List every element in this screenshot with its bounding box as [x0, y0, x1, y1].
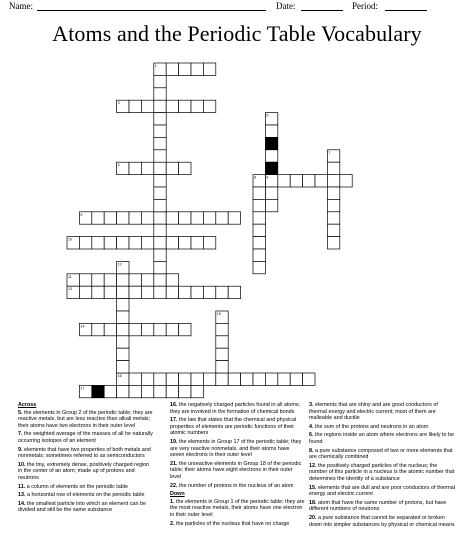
grid-cell[interactable]: [327, 224, 339, 236]
clue: [309, 424, 457, 431]
clue-number: 22.: [170, 482, 179, 489]
grid-cell[interactable]: [278, 175, 290, 187]
grid-cell[interactable]: [216, 373, 228, 385]
grid-cell[interactable]: [253, 249, 265, 261]
across-heading: Across: [18, 402, 37, 408]
grid-cell[interactable]: [216, 286, 228, 298]
grid-cell[interactable]: [253, 261, 265, 273]
clue-text: the number of protons in the nucleus of an atom: [179, 482, 294, 489]
grid-cell[interactable]: [79, 237, 91, 249]
grid-cell[interactable]: [154, 162, 166, 174]
grid-cell[interactable]: [203, 286, 215, 298]
clue-number: 1: [154, 64, 157, 68]
grid-cell[interactable]: [290, 175, 302, 187]
grid-cell[interactable]: [129, 373, 141, 385]
grid-cell[interactable]: [92, 274, 104, 286]
clue: [309, 402, 457, 422]
grid-cell[interactable]: [154, 261, 166, 273]
clue-number: 3: [117, 101, 120, 106]
clue-number: 11.: [18, 483, 27, 490]
grid-cell[interactable]: [129, 162, 141, 174]
grid-cell[interactable]: [154, 125, 166, 137]
clue-text: the smallest particle into which an element can be divided and still be the same substance: [18, 500, 146, 514]
grid-cell[interactable]: [154, 75, 166, 87]
grid-cell[interactable]: [179, 373, 191, 385]
clue-number: 16: [117, 374, 122, 378]
grid-cell[interactable]: [141, 323, 153, 335]
grid-cell[interactable]: [117, 323, 129, 335]
grid-cell[interactable]: [166, 323, 178, 335]
grid-cell[interactable]: [166, 373, 178, 385]
clue-number: 15: [216, 312, 221, 316]
grid-cell[interactable]: [154, 385, 166, 397]
grid-cell[interactable]: [154, 187, 166, 199]
across-clue: [18, 447, 153, 460]
clue-number: 5.: [18, 409, 24, 416]
grid-cell[interactable]: [154, 175, 166, 187]
clues-column-3: [309, 402, 457, 530]
grid-cell[interactable]: [166, 274, 178, 286]
clues-column-2: [170, 402, 305, 529]
grid-cell[interactable]: [216, 212, 228, 224]
clue-text: elements that are shiny and are good conductors of thermal energy and electric current; most of them are malleable and ductile: [309, 402, 438, 422]
clue-text: the sum of the protons and neutrons in an atom: [315, 423, 429, 430]
clue: [309, 463, 457, 483]
clue-text: a column of elements on the periodic table: [26, 483, 128, 490]
clue-text: the elements in Group 2 of the periodic table; they are reactive metals, but are less reactive than alkali metals; their atoms have two electrons in their outer level: [18, 409, 153, 429]
clue-number: 6.: [309, 432, 315, 439]
across-clue: [170, 417, 305, 437]
clue-number: 12: [117, 262, 122, 267]
grid-cell[interactable]: [191, 286, 203, 298]
clue-number: 18.: [309, 499, 318, 506]
grid-cell[interactable]: [129, 385, 141, 397]
grid-cell[interactable]: [166, 212, 178, 224]
clue-number: 13: [68, 287, 72, 292]
grid-cell[interactable]: [191, 385, 203, 397]
grid-cell[interactable]: [166, 237, 178, 249]
grid-cell[interactable]: [129, 237, 141, 249]
grid-cell[interactable]: [129, 212, 141, 224]
grid-cell[interactable]: [203, 237, 215, 249]
grid-cell[interactable]: [92, 323, 104, 335]
grid-cell[interactable]: [104, 323, 116, 335]
grid-cell[interactable]: [154, 88, 166, 100]
grid-cell[interactable]: [191, 63, 203, 75]
clue-text: elements that are dull and are poor conductors of thermal energy and electric current: [309, 484, 455, 498]
grid-cell[interactable]: [191, 212, 203, 224]
grid-cell[interactable]: [340, 175, 352, 187]
across-clue: [170, 483, 305, 490]
clue-number: 16.: [170, 402, 179, 408]
grid-cell[interactable]: [228, 373, 240, 385]
grid-cell[interactable]: [141, 385, 153, 397]
grid-cell[interactable]: [179, 237, 191, 249]
grid-cell[interactable]: [278, 373, 290, 385]
grid-cell[interactable]: [104, 385, 116, 397]
grid-block: [265, 162, 277, 174]
grid-cell[interactable]: [117, 274, 129, 286]
clue-number: 9.: [18, 446, 24, 453]
grid-cell[interactable]: [166, 162, 178, 174]
clue-number: 17.: [170, 417, 179, 424]
grid-cell[interactable]: [117, 299, 129, 311]
grid-cell[interactable]: [216, 323, 228, 335]
grid-cell[interactable]: [265, 187, 277, 199]
grid-cell[interactable]: [154, 274, 166, 286]
grid-cell[interactable]: [265, 199, 277, 211]
name-label: Name:: [9, 1, 33, 11]
grid-cell[interactable]: [129, 100, 141, 112]
clue-number: 21.: [170, 460, 179, 467]
clue-number: 14: [80, 324, 85, 329]
clue-number: 5: [266, 113, 269, 118]
grid-cell[interactable]: [203, 373, 215, 385]
across-clue: [18, 492, 153, 499]
grid-cell[interactable]: [203, 63, 215, 75]
grid-cell[interactable]: [166, 63, 178, 75]
grid-cell[interactable]: [216, 348, 228, 360]
grid-cell[interactable]: [315, 175, 327, 187]
clue-number: 14.: [18, 500, 27, 507]
grid-cell[interactable]: [303, 373, 315, 385]
clue-text: the unreactive elements in Group 18 of the periodic table; their atoms have eight electrons in their outer level: [170, 460, 302, 480]
grid-cell[interactable]: [117, 237, 129, 249]
clue-number: 6: [266, 175, 269, 180]
clue-number: 8.: [309, 447, 315, 454]
grid-cell[interactable]: [92, 286, 104, 298]
clue-text: a horizontal row of elements on the periodic table: [27, 492, 145, 499]
clue-text: the weighted average of the masses of all he naturally occurring isotopes of an element: [18, 431, 153, 444]
clue-number: 10.: [18, 461, 27, 468]
grid-cell[interactable]: [154, 199, 166, 211]
grid-cell[interactable]: [154, 237, 166, 249]
across-clue: [18, 462, 153, 482]
grid-cell[interactable]: [141, 100, 153, 112]
down-clue: [170, 521, 305, 528]
grid-cell[interactable]: [290, 373, 302, 385]
grid-cell[interactable]: [253, 373, 265, 385]
across-clue: [18, 410, 153, 430]
clue-text: elements that have two properties of both metals and nonmetals; sometimes referred to as semiconductors: [18, 446, 151, 460]
clue-number: 1.: [170, 498, 176, 505]
clue-number: 15.: [309, 484, 318, 491]
grid-cell[interactable]: [166, 385, 178, 397]
clue-text: the law that states that the chemical and physical properties of elements are periodic functions of their atomic numbers: [170, 417, 297, 437]
grid-cell[interactable]: [253, 199, 265, 211]
grid-cell[interactable]: [327, 199, 339, 211]
grid-cell[interactable]: [154, 100, 166, 112]
grid-cell[interactable]: [129, 323, 141, 335]
clue: [309, 432, 457, 445]
grid-cell[interactable]: [166, 286, 178, 298]
clue-text: the elements in Group 1 of the periodic table; they are the most reactive metals, their atoms have one electron in their outer level: [170, 498, 305, 518]
clues-column-1: [18, 402, 153, 516]
grid-cell[interactable]: [265, 125, 277, 137]
clue-number: 11: [68, 274, 72, 279]
grid-cell[interactable]: [117, 348, 129, 360]
clue-number: 8: [254, 175, 256, 180]
grid-cell[interactable]: [253, 212, 265, 224]
grid-cell[interactable]: [265, 373, 277, 385]
grid-cell[interactable]: [166, 100, 178, 112]
grid-cell[interactable]: [253, 237, 265, 249]
grid-cell[interactable]: [216, 336, 228, 348]
grid-cell[interactable]: [92, 212, 104, 224]
across-clue: [170, 461, 305, 481]
grid-cell[interactable]: [179, 100, 191, 112]
period-label: Period:: [352, 1, 378, 11]
grid-cell[interactable]: [203, 212, 215, 224]
grid-cell[interactable]: [117, 385, 129, 397]
clue-number: 10: [68, 237, 72, 242]
page-title: Atoms and the Periodic Table Vocabulary: [52, 21, 422, 46]
across-clue: [170, 402, 305, 415]
grid-cell[interactable]: [141, 237, 153, 249]
grid-block: [265, 137, 277, 149]
clue-number: 3.: [309, 402, 315, 408]
grid-cell[interactable]: [327, 162, 339, 174]
grid-cell[interactable]: [129, 286, 141, 298]
grid-cell[interactable]: [141, 373, 153, 385]
grid-cell[interactable]: [79, 286, 91, 298]
grid-cell[interactable]: [154, 373, 166, 385]
grid-cell[interactable]: [141, 212, 153, 224]
clue-number: 7: [328, 150, 331, 155]
clue-number: 12.: [309, 462, 318, 469]
grid-cell[interactable]: [104, 274, 116, 286]
grid-cell[interactable]: [179, 63, 191, 75]
grid-cell[interactable]: [154, 150, 166, 162]
clue: [309, 515, 457, 528]
grid-cell[interactable]: [154, 137, 166, 149]
clue-text: the positively charged particles of the nucleus; the number of this particle in a nucleus is the atomic number that determines the identity of a substance: [309, 462, 455, 482]
grid-cell[interactable]: [327, 175, 339, 187]
grid-cell[interactable]: [154, 224, 166, 236]
clue-number: 13.: [18, 492, 27, 499]
grid-cell[interactable]: [154, 212, 166, 224]
clue-text: a pure substance that cannot be separated or broken down into simpler substances by physical or chemical means: [309, 514, 455, 528]
across-clue: [170, 439, 305, 459]
grid-cell[interactable]: [203, 100, 215, 112]
grid-cell[interactable]: [129, 274, 141, 286]
grid-cell[interactable]: [253, 224, 265, 236]
grid-cell[interactable]: [117, 311, 129, 323]
grid-cell[interactable]: [154, 249, 166, 261]
clue-number: 4.: [309, 423, 315, 430]
grid-cell[interactable]: [141, 274, 153, 286]
down-clue: [170, 499, 305, 519]
grid-cell[interactable]: [117, 361, 129, 373]
grid-cell[interactable]: [79, 274, 91, 286]
grid-cell[interactable]: [92, 237, 104, 249]
grid-cell[interactable]: [241, 373, 253, 385]
clue-text: the negatively charged particles found in all atoms; they are involved in the formation of chemical bonds: [170, 402, 301, 415]
grid-cell[interactable]: [117, 336, 129, 348]
clue-number: 19.: [170, 438, 179, 445]
grid-cell[interactable]: [191, 373, 203, 385]
clue-number: 17: [80, 386, 85, 391]
across-clue: [18, 484, 153, 491]
grid-cell[interactable]: [327, 212, 339, 224]
grid-cell[interactable]: [303, 175, 315, 187]
date-label: Date:: [276, 1, 296, 11]
clue: [309, 448, 457, 461]
clue-number: 20.: [309, 514, 318, 521]
clue-number: 7.: [18, 431, 24, 438]
grid-cell[interactable]: [179, 286, 191, 298]
grid-cell[interactable]: [154, 323, 166, 335]
clue: [309, 500, 457, 513]
clue-number: 4: [117, 163, 120, 168]
clue-text: a pure substance composed of two or more elements that are chemically combined: [309, 447, 453, 461]
clue-text: the tiny, extremely dense, positively charged region in the center of an atom; made up of protons and neutrons: [18, 461, 150, 481]
grid-cell[interactable]: [104, 237, 116, 249]
grid-cell[interactable]: [179, 323, 191, 335]
grid-cell[interactable]: [191, 237, 203, 249]
grid-cell[interactable]: [228, 212, 240, 224]
grid-cell[interactable]: [265, 150, 277, 162]
grid-cell[interactable]: [179, 385, 191, 397]
clue-number: 2.: [170, 520, 176, 527]
clue-number: 9: [80, 212, 83, 217]
grid-cell[interactable]: [179, 212, 191, 224]
grid-cell[interactable]: [117, 286, 129, 298]
down-heading: Down: [170, 491, 185, 498]
grid-block: [92, 385, 104, 397]
clue-text: the particles of the nucleus that have no charge: [176, 520, 290, 527]
grid-cell[interactable]: [216, 361, 228, 373]
grid-cell[interactable]: [117, 212, 129, 224]
grid-cell[interactable]: [104, 286, 116, 298]
across-clue: [18, 501, 153, 514]
grid-cell[interactable]: [327, 187, 339, 199]
clue-text: the regions inside an atom where electrons are likely to be found: [309, 432, 455, 445]
grid-cell[interactable]: [154, 286, 166, 298]
clue-text: the elements in Group 17 of the periodic table; they are very reactive nonmetals, and their atoms have seven electrons in their outer level: [170, 438, 302, 459]
grid-cell[interactable]: [228, 286, 240, 298]
grid-cell[interactable]: [141, 286, 153, 298]
grid-cell[interactable]: [154, 113, 166, 125]
across-clue: [18, 431, 153, 444]
grid-cell[interactable]: [179, 162, 191, 174]
clue-text: atom that have the same number of protons, but have different numbers of neutrons: [309, 499, 447, 513]
grid-cell[interactable]: [253, 187, 265, 199]
grid-cell[interactable]: [104, 212, 116, 224]
clue: [309, 485, 457, 498]
grid-cell[interactable]: [141, 162, 153, 174]
grid-cell[interactable]: [191, 100, 203, 112]
grid-cell[interactable]: [327, 237, 339, 249]
